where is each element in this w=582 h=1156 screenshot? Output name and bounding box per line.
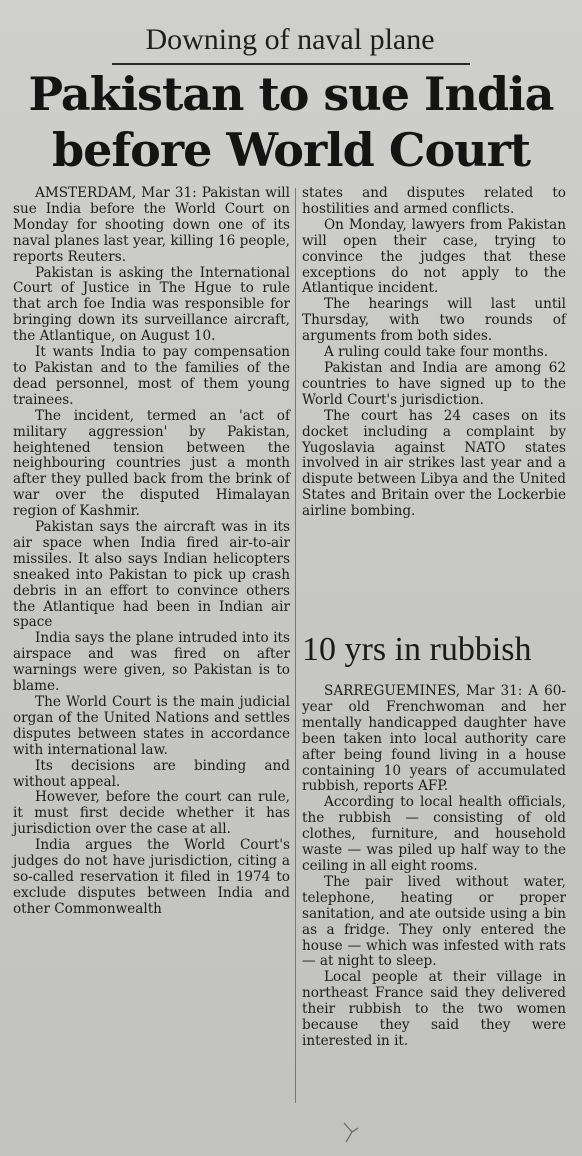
headline-line-1: Pakistan to sue India bbox=[28, 67, 554, 121]
article-paragraph: However, before the court can rule, it must first decide whether it has jurisdiction over the case at all. bbox=[13, 789, 290, 838]
article-column-1 bbox=[13, 186, 290, 918]
article-paragraph-continued: states and disputes related to hostilities and armed conflicts. bbox=[302, 185, 566, 217]
article-paragraph: Pakistan is asking the International Court of Justice in The Hgue to rule that arch foe India was responsible for bringing down its surveillance aircraft, the Atlantique, on August 10. bbox=[13, 264, 290, 345]
article-paragraph: It wants India to pay compensation to Pakistan and to the families of the dead personnel, most of them young trainees. bbox=[13, 344, 290, 408]
article-paragraph: India argues the World Court's judges do not have jurisdiction, citing a so-called reservation it filed in 1974 to exclude disputes between India and other Commonwealth bbox=[13, 837, 290, 917]
brief-headline: 10 yrs in rubbish bbox=[302, 631, 532, 668]
article-paragraph: Pakistan says the aircraft was in its air space when India fired air-to-air missiles. It also says Indian helicopters sneaked into Pakistan to pick up crash debris in an effort to convince others the Atlantique had been in Indian air space bbox=[13, 519, 290, 631]
article-paragraph: The court has 24 cases on its docket including a complaint by Yugoslavia against NATO states involved in air strikes last year and a dispute between Libya and the United States and Britain over the Lockerbie airline bombing. bbox=[302, 407, 566, 520]
article-column-2 bbox=[302, 186, 566, 520]
article-paragraph: Its decisions are binding and without appeal. bbox=[13, 757, 290, 790]
article-paragraph: AMSTERDAM, Mar 31: Pakistan will sue India before the World Court on Monday for shooting down one of its naval planes last year, killing 16 people, reports Reuters. bbox=[13, 185, 290, 265]
brief-column bbox=[302, 684, 566, 1050]
article-paragraph: A ruling could take four months. bbox=[324, 344, 549, 361]
article-paragraph: The World Court is the main judicial organ of the United Nations and settles disputes between states in accordance with international law. bbox=[13, 694, 290, 758]
article-paragraph: The hearings will last until Thursday, with two rounds of arguments from both sides. bbox=[302, 296, 566, 345]
article-paragraph: The incident, termed an 'act of military aggression' by Pakistan, heightened tension between the neighbouring countries just a month after they pulled back from the brink of war over the disputed Himalayan region of Kashmir. bbox=[13, 407, 290, 520]
brief-paragraph: SARREGUEMINES, Mar 31: A 60-year old Frenchwoman and her mentally handicapped daughter have been taken into local authority care after being found living in a house containing 10 years of accumulated rubbish, reports AFP. bbox=[302, 683, 566, 795]
headline-line-2: before World Court bbox=[51, 123, 531, 177]
article-paragraph: India says the plane intruded into its airspace and was fired on after warnings were given, so Pakistan is to blame. bbox=[13, 630, 290, 695]
article-paragraph: Pakistan and India are among 62 countries to have signed up to the World Court's jurisdiction. bbox=[302, 359, 566, 408]
pen-mark-icon bbox=[338, 1120, 362, 1146]
kicker-rule bbox=[112, 63, 470, 65]
headline bbox=[8, 66, 574, 178]
article-paragraph: On Monday, lawyers from Pakistan will open their case, trying to convince the judges that these exceptions do not apply to the Atlantique incident. bbox=[302, 216, 566, 297]
brief-paragraph: Local people at their village in northeast France said they delivered their rubbish to the two women because they said they were interested in it. bbox=[302, 969, 566, 1049]
brief-paragraph: According to local health officials, the rubbish — consisting of old clothes, furniture, and household waste — was piled up half way to the ceiling in all eight rooms. bbox=[302, 794, 566, 874]
column-divider bbox=[295, 188, 296, 1103]
kicker: Downing of naval plane bbox=[145, 23, 435, 56]
brief-paragraph: The pair lived without water, telephone, heating or proper sanitation, and ate outside using a bin as a fridge. They only entered the house — which was infested with rats — at night to sleep. bbox=[302, 873, 566, 970]
